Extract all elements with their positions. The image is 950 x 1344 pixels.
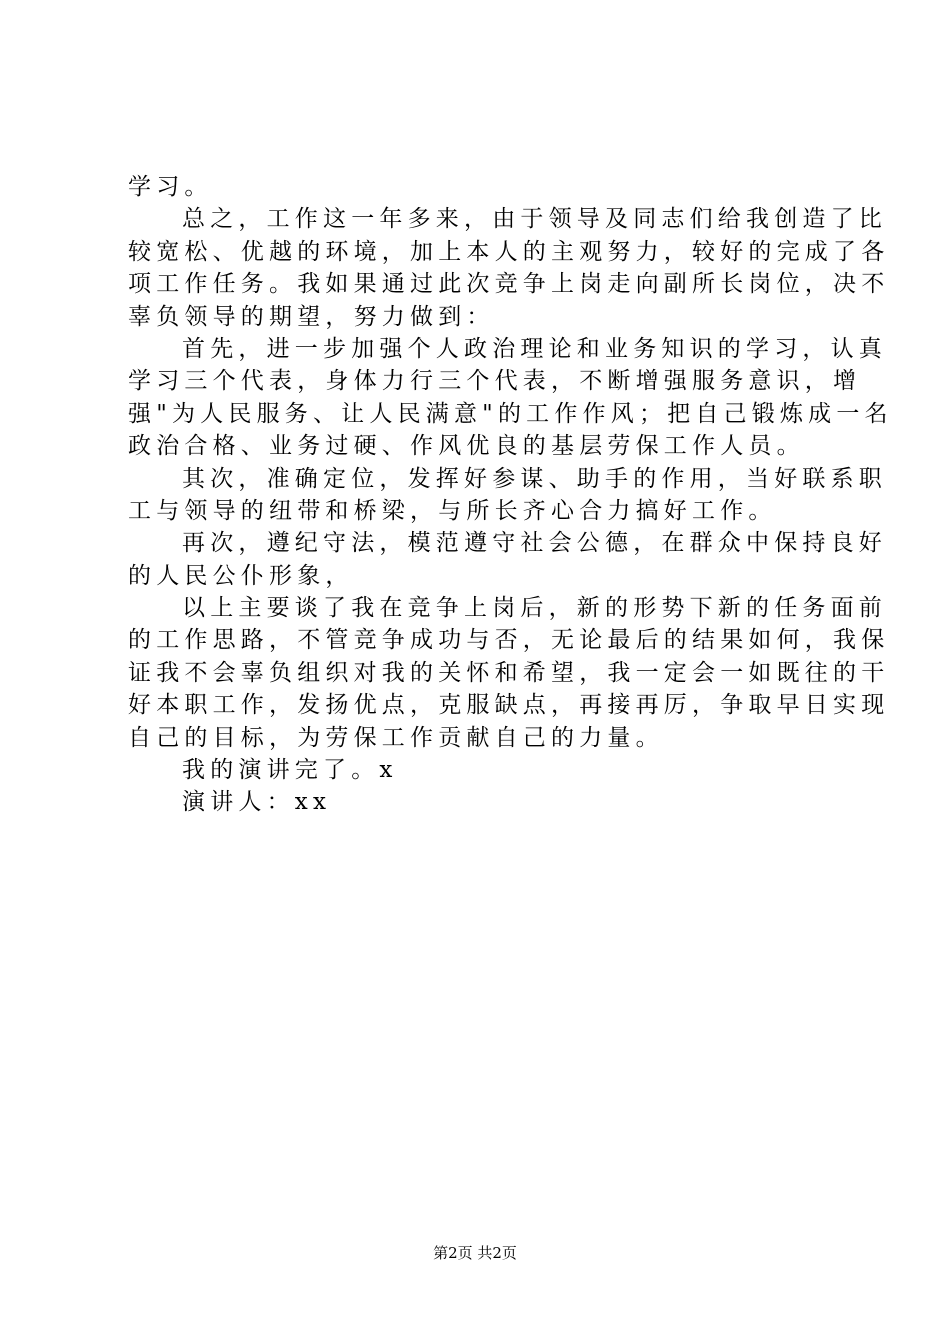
text-line: 以上主要谈了我在竞争上岗后，新的形势下新的任务面前 [182,595,887,622]
text-line: 辜负领导的期望，努力做到： [128,303,495,330]
text-line: 较宽松、优越的环境，加上本人的主观努力，较好的完成了各 [128,238,890,265]
text-line: 证我不会辜负组织对我的关怀和希望，我一定会一如既往的干 [128,659,890,686]
text-line: 学习三个代表，身体力行三个代表，不断增强服务意识，增 [128,368,862,395]
text-line: 的人民公仆形象， [128,562,354,589]
text-line: 自己的目标，为劳保工作贡献自己的力量。 [128,724,664,751]
text-line: 工与领导的纽带和桥梁，与所长齐心合力搞好工作。 [128,497,777,524]
text-line: 的工作思路，不管竞争成功与否，无论最后的结果如何，我保 [128,627,890,654]
closing-line: 我的演讲完了。x [182,757,398,784]
text-line: 项工作任务。我如果通过此次竞争上岗走向副所长岗位，决不 [128,271,890,298]
speaker-signature: 演讲人：xx [182,789,332,816]
text-line: 学习。 [128,174,213,200]
text-line: 好本职工作，发扬优点，克服缺点，再接再厉，争取早日实现 [128,692,890,719]
text-line: 总之，工作这一年多来，由于领导及同志们给我创造了比 [182,206,887,233]
page-footer: 第2页 共2页 [433,1244,517,1262]
text-line: 政治合格、业务过硬、作风优良的基层劳保工作人员。 [128,433,805,460]
text-line: 其次，准确定位，发挥好参谋、助手的作用，当好联系职 [182,465,887,492]
text-line: 强"为人民服务、让人民满意"的工作作风；把自己锻炼成一名 [128,400,893,427]
document-body [128,171,893,819]
text-line: 首先，进一步加强个人政治理论和业务知识的学习，认真 [182,335,887,362]
text-line: 再次，遵纪守法，模范遵守社会公德，在群众中保持良好 [182,530,887,557]
